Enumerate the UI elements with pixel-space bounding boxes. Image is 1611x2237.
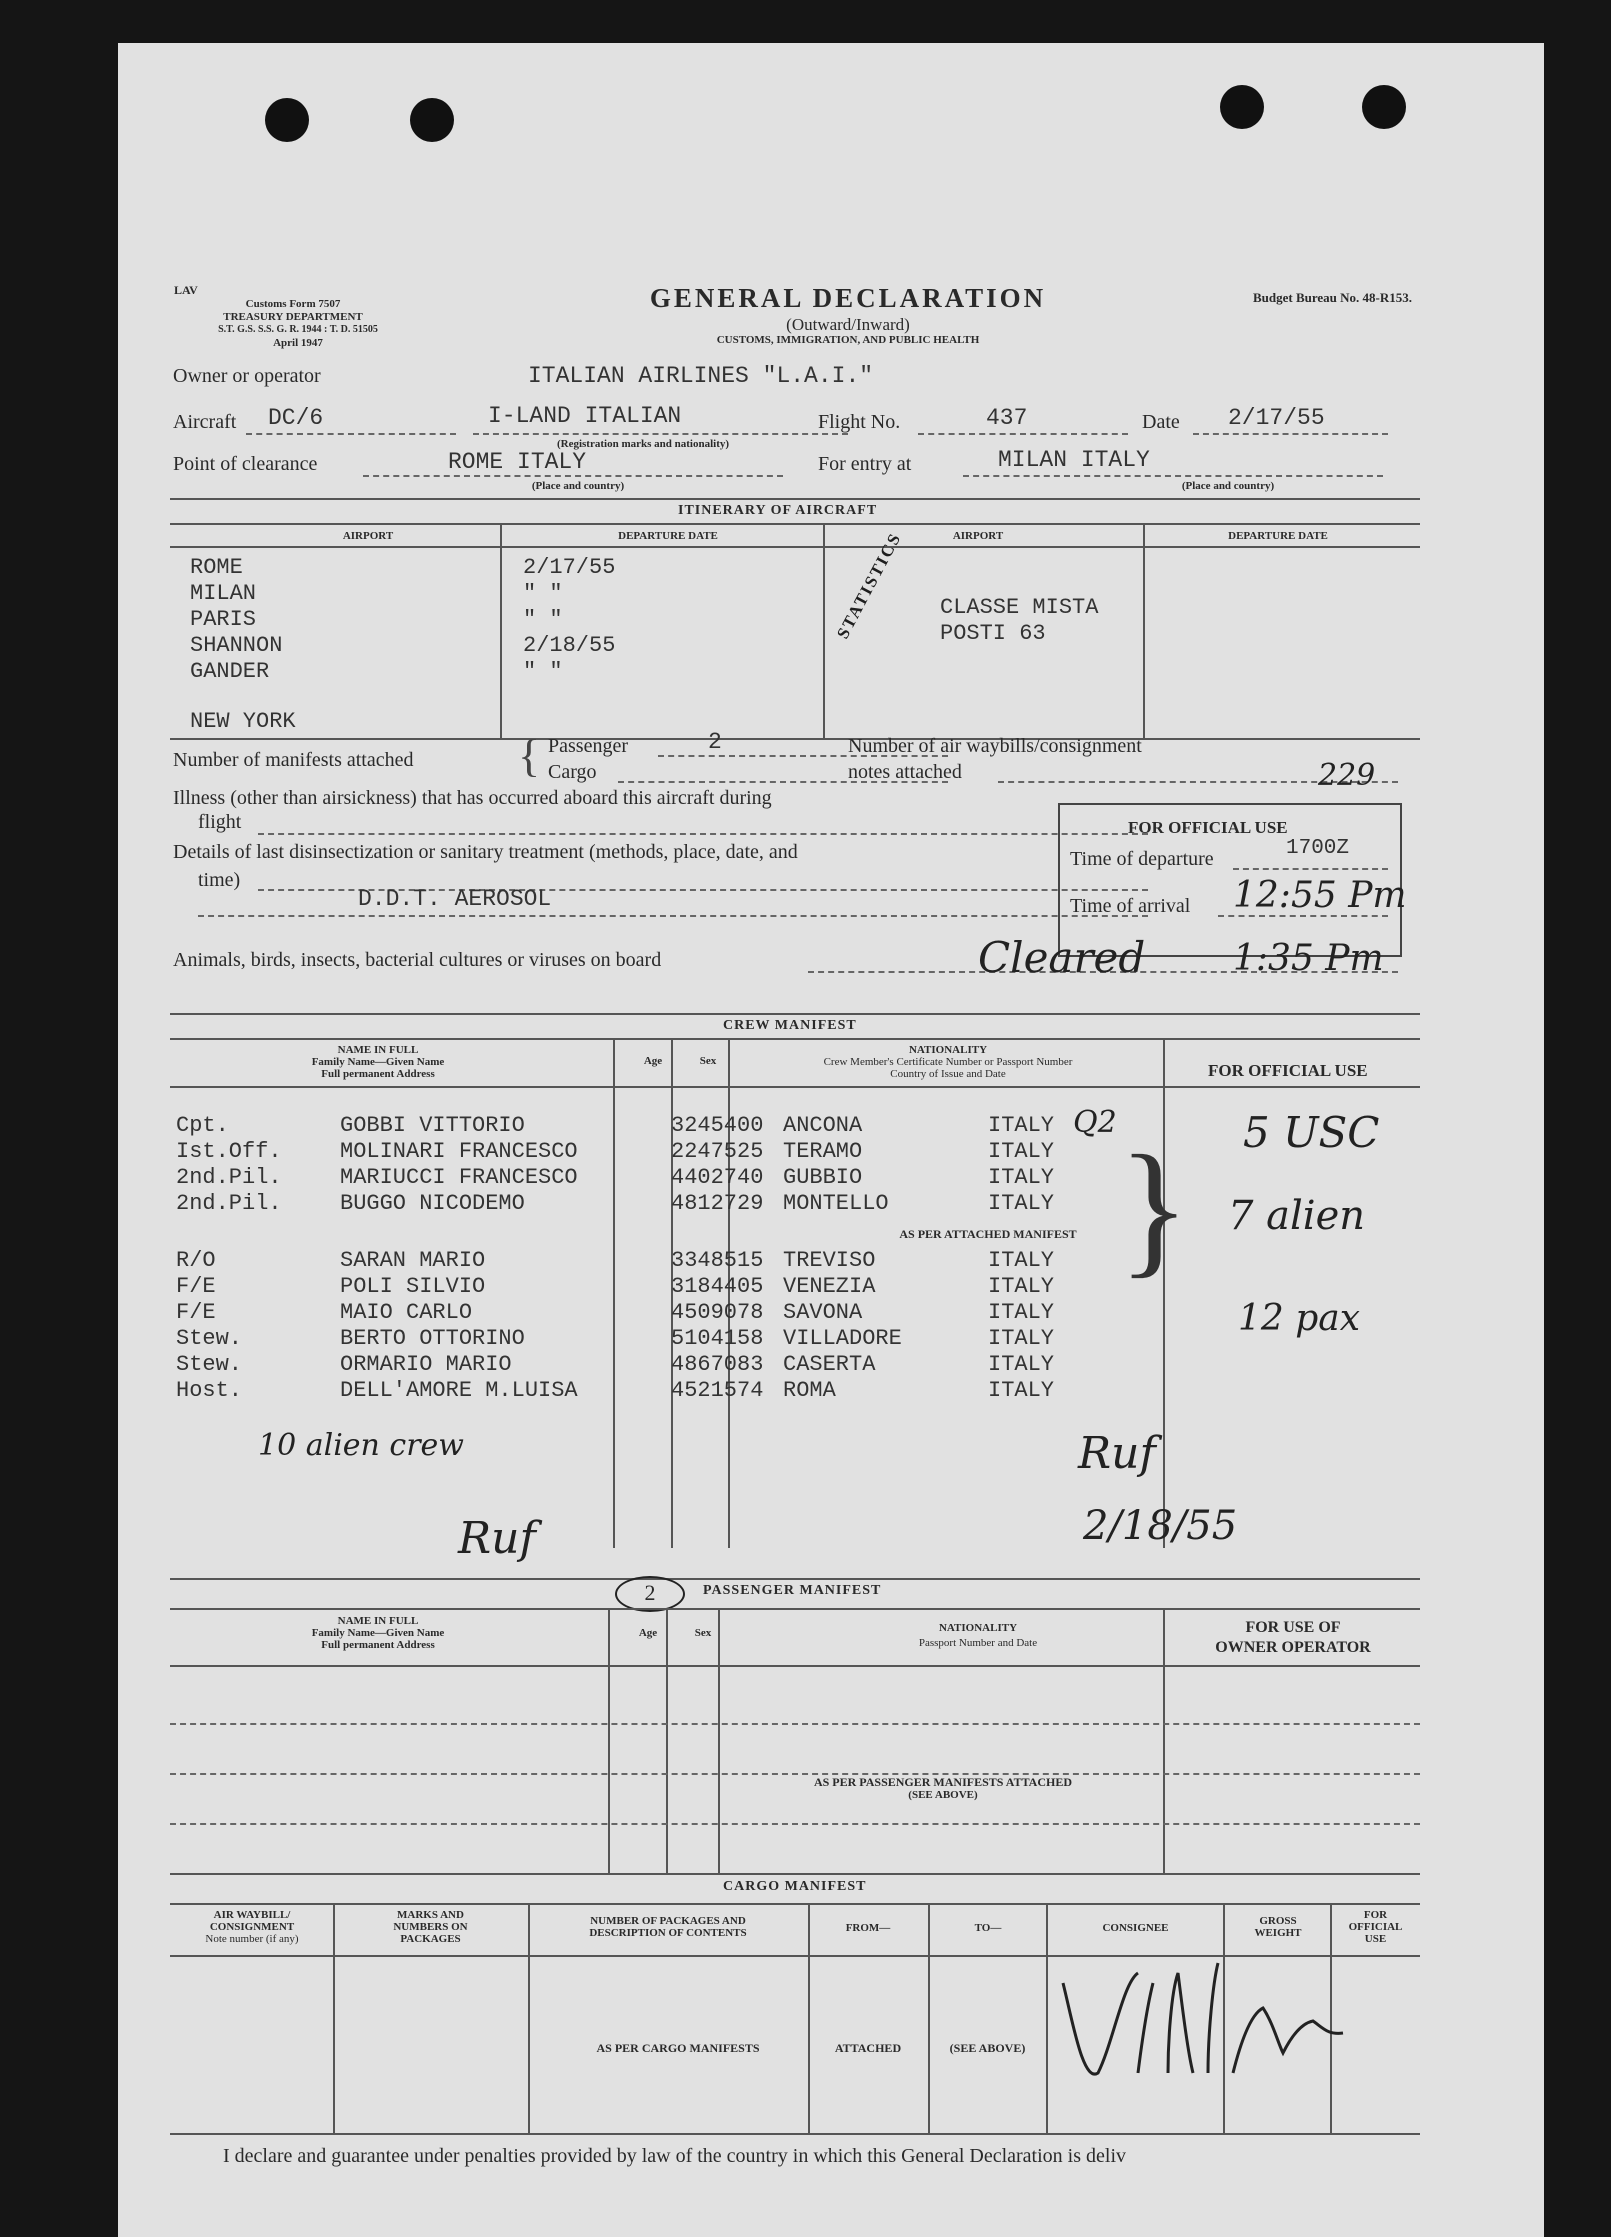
handwritten-initials: Ruf (458, 1513, 536, 1564)
handwritten-q2: Q2 (1073, 1105, 1117, 1140)
crew-col-nat: NATIONALITY (908, 1044, 988, 1056)
document-title: GENERAL DECLARATION (649, 283, 1047, 313)
crew-number: 4509078 (671, 1300, 764, 1325)
cargo-col-marks-2: NUMBERS ON (393, 1921, 468, 1933)
cargo-title: CARGO MANIFEST (723, 1879, 867, 1894)
crew-position: F/E (176, 1300, 216, 1325)
illness-label-2: flight (198, 811, 242, 833)
crew-col-age: Age (643, 1055, 663, 1067)
crew-city: ANCONA (783, 1113, 863, 1138)
crew-col-sex: Sex (699, 1055, 717, 1067)
cargo-col-waybill-2: CONSIGNMENT (209, 1921, 295, 1933)
date-value: 2/17/55 (1228, 405, 1325, 431)
form-date: April 1947 (273, 337, 323, 349)
crew-nationality: ITALY (988, 1378, 1055, 1403)
crew-number: 4521574 (671, 1378, 764, 1403)
crew-nationality: ITALY (988, 1326, 1055, 1351)
itinerary-date: " " (523, 659, 563, 684)
cargo-col-consignee: CONSIGNEE (1102, 1922, 1169, 1934)
crew-city: VENEZIA (783, 1274, 876, 1299)
itinerary-airport: GANDER (190, 659, 270, 684)
itinerary-airport: MILAN (190, 581, 257, 606)
crew-number: 3245400 (671, 1113, 764, 1138)
crew-number: 5104158 (671, 1326, 764, 1351)
crew-city: TERAMO (783, 1139, 863, 1164)
waybills-label-2: notes attached (848, 761, 962, 783)
itinerary-airport: NEW YORK (190, 709, 296, 734)
clearance-label: Point of clearance (173, 453, 318, 475)
document-agencies: CUSTOMS, IMMIGRATION, AND PUBLIC HEALTH (716, 334, 980, 346)
disinsect-label-2: time) (198, 869, 241, 891)
crew-city: VILLADORE (783, 1326, 902, 1351)
crew-city: MONTELLO (783, 1191, 889, 1216)
passenger-col-owner (1178, 1618, 1408, 1658)
cargo-col-official-3: USE (1364, 1933, 1387, 1945)
crew-col-nat-2: Crew Member's Certificate Number or Passport Number (823, 1056, 1073, 1068)
crew-nationality: ITALY (988, 1352, 1055, 1377)
crew-number: 2247525 (671, 1139, 764, 1164)
crew-name: MARIUCCI FRANCESCO (340, 1165, 578, 1190)
crew-position: 2nd.Pil. (176, 1165, 282, 1190)
crew-nationality: ITALY (988, 1274, 1055, 1299)
disinsect-label: Details of last disinsectization or sanitary treatment (methods, place, date, and (173, 841, 798, 863)
crew-name: DELL'AMORE M.LUISA (340, 1378, 578, 1403)
passenger-col-nat-2: Passport Number and Date (918, 1637, 1038, 1649)
arrival-time-value: 12:55 Pm (1233, 875, 1407, 916)
crew-number: 3348515 (671, 1248, 764, 1273)
waybills-label: Number of air waybills/consignment (848, 735, 1142, 757)
itinerary-col-airport: AIRPORT (342, 530, 394, 542)
itinerary-note-class: CLASSE MISTA (940, 595, 1099, 620)
aircraft-value: DC/6 (268, 405, 324, 431)
crew-name: GOBBI VITTORIO (340, 1113, 525, 1138)
crew-position: Host. (176, 1378, 243, 1403)
entry-caption: (Place and country) (1181, 480, 1275, 492)
date-label: Date (1142, 411, 1180, 433)
passenger-note-2: (SEE ABOVE) (908, 1789, 978, 1801)
crew-col-name: NAME IN FULL (337, 1044, 419, 1056)
circled-passenger-count: 2 (615, 1576, 685, 1612)
crew-number: 4812729 (671, 1191, 764, 1216)
aircraft-label: Aircraft (173, 411, 237, 433)
passenger-col-age: Age (638, 1627, 658, 1639)
punch-hole (1220, 85, 1264, 129)
cargo-col-to: TO— (974, 1922, 1002, 1934)
itinerary-title: ITINERARY OF AIRCRAFT (678, 503, 878, 518)
crew-city: GUBBIO (783, 1165, 863, 1190)
handwritten-initials-2: Ruf (1078, 1428, 1156, 1479)
punch-hole (1362, 85, 1406, 129)
illness-label: Illness (other than airsickness) that has occurred aboard this aircraft during (173, 787, 772, 809)
handwritten-pax: 12 pax (1238, 1298, 1361, 1339)
crew-name: MOLINARI FRANCESCO (340, 1139, 578, 1164)
itinerary-date: 2/17/55 (523, 555, 616, 580)
arrival-time-label: Time of arrival (1070, 895, 1191, 917)
manifests-label: Number of manifests attached (173, 749, 414, 771)
handwritten-alien: 7 alien (1228, 1193, 1366, 1239)
animals-label: Animals, birds, insects, bacterial cultures or viruses on board (173, 949, 662, 971)
official-use-title: FOR OFFICIAL USE (1128, 818, 1288, 837)
cargo-col-marks: MARKS AND (397, 1909, 464, 1921)
crew-number: 4402740 (671, 1165, 764, 1190)
owner-value: ITALIAN AIRLINES "L.A.I." (528, 363, 874, 389)
form-code: LAV (174, 283, 198, 297)
crew-position: 2nd.Pil. (176, 1191, 282, 1216)
itinerary-col-date-2: DEPARTURE DATE (1228, 530, 1328, 542)
handwritten-brace: } (1118, 1125, 1190, 1291)
handwritten-usc: 5 USC (1243, 1108, 1380, 1157)
cargo-note-2: ATTACHED (834, 2041, 902, 2055)
crew-per-manifest: AS PER ATTACHED MANIFEST (899, 1227, 1077, 1241)
budget-bureau: Budget Bureau No. 48-R153. (1253, 290, 1413, 305)
cargo-col-waybill: AIR WAYBILL/ (213, 1909, 291, 1921)
itinerary-note-seats: POSTI 63 (940, 621, 1046, 646)
cargo-col-marks-3: PACKAGES (400, 1933, 461, 1945)
crew-col-name-2: Family Name—Given Name (311, 1056, 445, 1068)
crew-city: TREVISO (783, 1248, 876, 1273)
crew-nationality: ITALY (988, 1248, 1055, 1273)
crew-name: POLI SILVIO (340, 1274, 486, 1299)
passenger-col-nat: NATIONALITY (938, 1622, 1018, 1634)
itinerary-col-date: DEPARTURE DATE (618, 530, 718, 542)
cargo-note: AS PER CARGO MANIFESTS (596, 2041, 760, 2055)
customs-form: Customs Form 7507 (245, 298, 341, 310)
passenger-col-name-2: Family Name—Given Name (311, 1627, 445, 1639)
handwritten-cleared: Cleared (978, 933, 1146, 982)
itinerary-date: 2/18/55 (523, 633, 616, 658)
crew-name: MAIO CARLO (340, 1300, 473, 1325)
crew-title: CREW MANIFEST (723, 1018, 857, 1033)
crew-col-official: FOR OFFICIAL USE (1208, 1061, 1368, 1080)
flight-value: 437 (986, 405, 1028, 431)
owner-label: Owner or operator (173, 365, 321, 387)
registration-caption: (Registration marks and nationality) (556, 438, 730, 450)
cargo-note-3: (SEE ABOVE) (949, 2041, 1026, 2055)
document-page (118, 43, 1544, 2237)
crew-position: Ist.Off. (176, 1139, 282, 1164)
punch-hole (265, 98, 309, 142)
punch-hole (410, 98, 454, 142)
crew-city: SAVONA (783, 1300, 863, 1325)
itinerary-col-airport-2: AIRPORT (952, 530, 1004, 542)
cargo-col-from: FROM— (845, 1922, 891, 1934)
statistics-stamp: STATISTICS (833, 529, 906, 642)
passenger-col-name: NAME IN FULL (337, 1615, 419, 1627)
passenger-value: 2 (708, 729, 722, 755)
crew-position: Stew. (176, 1326, 243, 1351)
crew-position: Stew. (176, 1352, 243, 1377)
departure-time-value: 1700Z (1286, 837, 1350, 860)
cargo-col-number: NUMBER OF PACKAGES AND (590, 1915, 746, 1927)
itinerary-airport: SHANNON (190, 633, 283, 658)
handwritten-crew-count: 10 alien crew (258, 1428, 464, 1463)
itinerary-airport: PARIS (190, 607, 257, 632)
crew-city: ROMA (783, 1378, 836, 1403)
form-reference: S.T. G.S. S.S. G. R. 1944 : T. D. 51505 (218, 324, 378, 335)
crew-name: BERTO OTTORINO (340, 1326, 525, 1351)
crew-city: CASERTA (783, 1352, 876, 1377)
registration-value: I-LAND ITALIAN (488, 403, 682, 429)
cargo-col-waybill-3: Note number (if any) (205, 1933, 299, 1945)
flight-label: Flight No. (818, 411, 901, 433)
cargo-col-number-2: DESCRIPTION OF CONTENTS (589, 1927, 747, 1939)
passenger-title: PASSENGER MANIFEST (703, 1583, 882, 1598)
handwritten-number: 229 (1318, 758, 1376, 793)
crew-name: SARAN MARIO (340, 1248, 486, 1273)
clearance-caption: (Place and country) (531, 480, 625, 492)
crew-position: Cpt. (176, 1113, 229, 1138)
entry-value: MILAN ITALY (998, 447, 1150, 473)
crew-nationality: ITALY (988, 1113, 1055, 1138)
handwritten-date: 2/18/55 (1083, 1503, 1238, 1549)
disinsect-value: D.D.T. AEROSOL (358, 886, 552, 912)
cargo-col-official-2: OFFICIAL (1348, 1921, 1403, 1933)
crew-col-nat-3: Country of Issue and Date (890, 1068, 1006, 1080)
brace: { (518, 730, 541, 781)
crew-name: ORMARIO MARIO (340, 1352, 512, 1377)
crew-position: R/O (176, 1248, 216, 1273)
consignee-signature (1043, 1923, 1353, 2103)
crew-name: BUGGO NICODEMO (340, 1191, 525, 1216)
crew-col-name-3: Full permanent Address (321, 1068, 435, 1080)
passenger-col-sex: Sex (694, 1627, 712, 1639)
entry-label: For entry at (818, 453, 912, 475)
passenger-col-owner-1: FOR USE OF (1245, 1619, 1341, 1636)
cargo-col-official: FOR (1363, 1909, 1388, 1921)
handwritten-time: 1:35 Pm (1233, 938, 1384, 979)
itinerary-airport: ROME (190, 555, 243, 580)
passenger-note: AS PER PASSENGER MANIFESTS ATTACHED (813, 1775, 1073, 1789)
treasury-dept: TREASURY DEPARTMENT (223, 311, 363, 323)
declaration-text: I declare and guarantee under penalties provided by law of the country in which this General Declaration is deliv (223, 2145, 1126, 2167)
passenger-label: Passenger (548, 735, 628, 757)
clearance-value: ROME ITALY (448, 449, 587, 475)
departure-time-label: Time of departure (1070, 848, 1214, 870)
crew-number: 3184405 (671, 1274, 764, 1299)
crew-nationality: ITALY (988, 1300, 1055, 1325)
passenger-col-owner-2: OWNER OPERATOR (1215, 1639, 1371, 1656)
itinerary-date: " " (523, 607, 563, 632)
passenger-col-name-3: Full permanent Address (321, 1639, 435, 1651)
cargo-label: Cargo (548, 761, 597, 783)
cargo-col-gross-2: WEIGHT (1254, 1927, 1302, 1939)
document-subtitle: (Outward/Inward) (786, 315, 910, 334)
crew-nationality: ITALY (988, 1191, 1055, 1216)
crew-position: F/E (176, 1274, 216, 1299)
crew-number: 4867083 (671, 1352, 764, 1377)
cargo-col-gross: GROSS (1259, 1915, 1297, 1927)
crew-nationality: ITALY (988, 1139, 1055, 1164)
itinerary-date: " " (523, 581, 563, 606)
crew-nationality: ITALY (988, 1165, 1055, 1190)
